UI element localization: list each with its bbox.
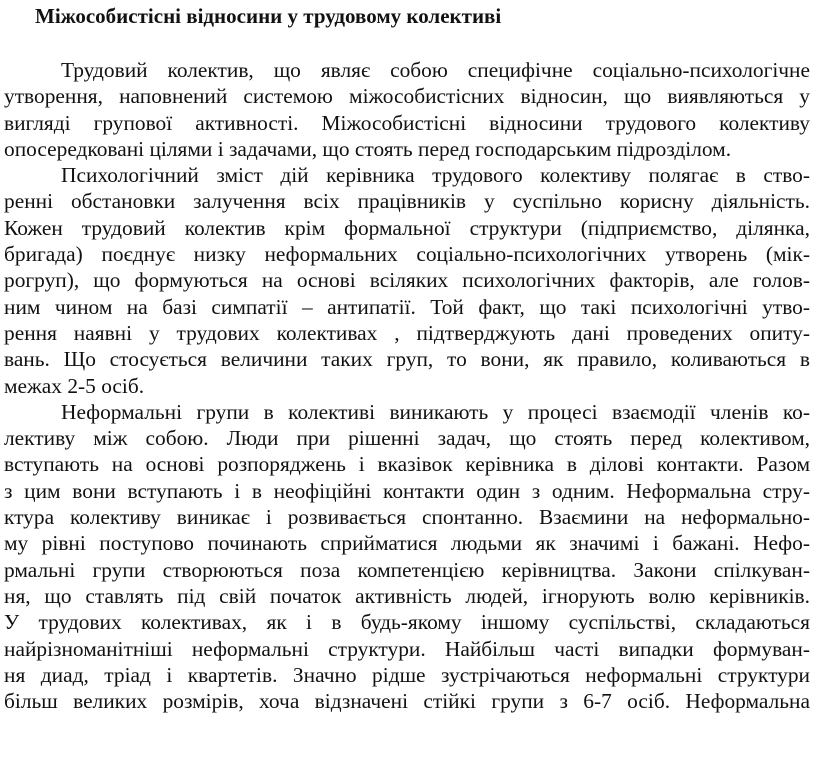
- text-line: му рівні поступово починають сприйматися людьми як значимі і бажані. Нефо-: [4, 531, 810, 556]
- text-line: утворення, наповнений системою міжособистісних відносин, що виявляються у: [4, 84, 810, 109]
- text-line: бригада) поєднує низку неформальних соціально-психологічних утворень (мік-: [4, 242, 810, 267]
- text-line: У трудових колективах, як і в будь-якому іншому суспільстві, складаються: [4, 610, 810, 635]
- paragraph-2: [4, 162, 810, 399]
- document-title: Міжособистісні відносини у трудовому колективі: [35, 4, 502, 28]
- text-line: межах 2-5 осіб.: [4, 373, 145, 398]
- text-line: опосередковані цілями і задачами, що стоять перед господарським підрозділом.: [4, 136, 732, 161]
- text-line: рмальні групи створюються поза компетенцією керівництва. Закони спілкуван-: [4, 557, 810, 582]
- text-line: Психологічний зміст дій керівника трудового колективу полягає в ство-: [61, 163, 810, 188]
- text-line: Неформальні групи в колективі виникають у процесі взаємодії членів ко-: [61, 399, 810, 424]
- paragraph-1: [4, 57, 810, 162]
- text-line: ренні обстановки залучення всіх працівників у суспільно корисну діяльність.: [4, 189, 810, 214]
- text-line: ктура колективу виникає і розвивається спонтанно. Взаємини на неформально-: [4, 505, 810, 530]
- text-line: Кожен трудовий колектив крім формальної структури (підприємство, ділянка,: [4, 215, 810, 240]
- text-line: більш великих розмірів, хоча відзначені стійкі групи з 6-7 осіб. Неформальна: [4, 689, 810, 714]
- text-line: ня, що ставлять під свій початок активність людей, ігнорують волю керівників.: [4, 583, 810, 608]
- text-line: лективу між собою. Люди при рішенні задач, що стоять перед колективом,: [4, 426, 810, 451]
- document-page: [4, 2, 810, 714]
- text-line: вступають на основі розпоряджень і вказівок керівника в ділові контакти. Разом: [4, 452, 810, 477]
- text-line: рогруп), що формуються на основі всіляких психологічних факторів, але голов-: [4, 268, 810, 293]
- text-line: рення наявні у трудових колективах , підтверджують дані проведених опиту-: [4, 320, 810, 345]
- text-line: вигляді групової активності. Міжособистісні відносини трудового колективу: [4, 110, 810, 135]
- text-line: Трудовий колектив, що являє собою специфічне соціально-психологічне: [61, 58, 810, 82]
- text-line: найрізноманітніші неформальні структури. Найбільш часті випадки формуван-: [4, 636, 810, 661]
- text-line: ним чином на базі симпатії – антипатії. Той факт, що такі психологічні утво-: [4, 294, 810, 319]
- text-line: вань. Що стосується величини таких груп, то вони, як правило, коливаються в: [4, 347, 810, 372]
- text-line: ня диад, тріад і квартетів. Значно рідше зустрічаються неформальні структури: [4, 662, 810, 687]
- paragraph-3: [4, 399, 810, 715]
- text-line: з цим вони вступають і в неофіційні контакти один з одним. Неформальна стру-: [4, 478, 810, 503]
